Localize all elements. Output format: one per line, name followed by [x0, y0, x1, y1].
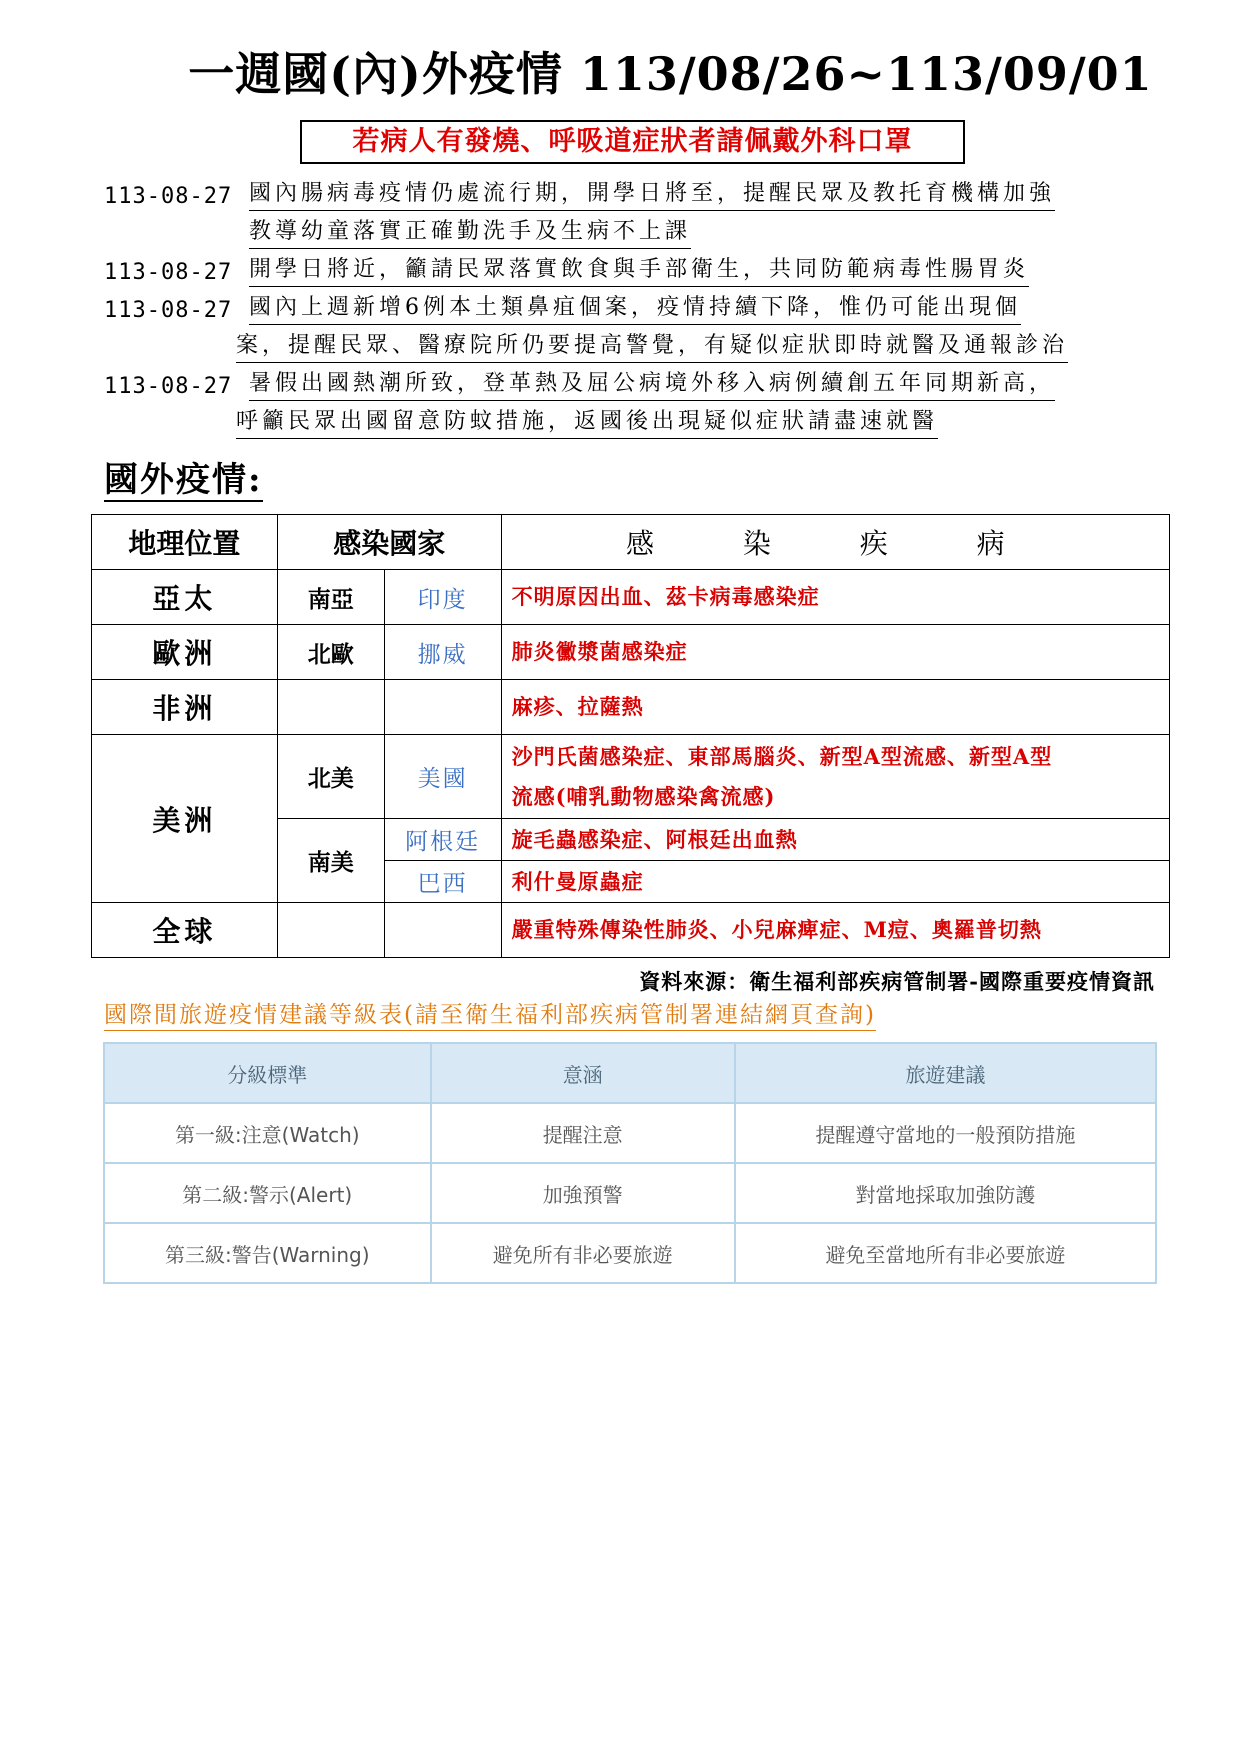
- news-date: 113-08-27: [104, 260, 233, 285]
- country-cell: 印度: [384, 570, 501, 625]
- subregion-cell: 北歐: [277, 625, 384, 680]
- region-cell: 非洲: [92, 680, 278, 735]
- table-row: [92, 903, 1170, 958]
- empty-cell: [277, 903, 384, 958]
- disease-cell: 嚴重特殊傳染性肺炎、小兒麻痺症、M痘、奧羅普切熱: [501, 903, 1169, 958]
- news-item: [104, 292, 1164, 372]
- country-cell: 美國: [384, 735, 501, 819]
- news-date: 113-08-27: [104, 298, 233, 323]
- mask-warning-banner: 若病人有發燒、呼吸道症狀者請佩戴外科口罩: [300, 120, 965, 164]
- region-cell: 歐洲: [92, 625, 278, 680]
- subregion-cell: 南美: [277, 819, 384, 903]
- data-source-note: 資料來源：衛生福利部疾病管制署-國際重要疫情資訊: [639, 969, 1155, 994]
- travel-row: [104, 1223, 1156, 1283]
- disease-cell: 不明原因出血、茲卡病毒感染症: [501, 570, 1169, 625]
- disease-cell: 肺炎黴漿菌感染症: [501, 625, 1169, 680]
- news-item: [104, 368, 1164, 448]
- news-text: 呼籲民眾出國留意防蚊措施，返國後出現疑似症狀請盡速就醫: [236, 406, 938, 439]
- disease-cell: [501, 735, 1169, 819]
- header-location: 地理位置: [92, 515, 278, 570]
- news-text: 案，提醒民眾、醫療院所仍要提高警覺，有疑似症狀即時就醫及通報診治: [236, 330, 1068, 363]
- country-cell: 挪威: [384, 625, 501, 680]
- news-text: 暑假出國熱潮所致，登革熱及屈公病境外移入病例續創五年同期新高，: [249, 368, 1055, 401]
- empty-cell: [384, 903, 501, 958]
- travel-row: [104, 1103, 1156, 1163]
- header-meaning: 意涵: [431, 1043, 735, 1103]
- header-advice: 旅遊建議: [735, 1043, 1156, 1103]
- travel-advisory-table: [103, 1042, 1157, 1284]
- table-row: [92, 680, 1170, 735]
- subregion-cell: 北美: [277, 735, 384, 819]
- news-text: 國內腸病毒疫情仍處流行期，開學日將至，提醒民眾及教托育機構加強: [249, 178, 1055, 211]
- page-title: 一週國(內)外疫情 113/08/26~113/09/01: [188, 47, 1153, 101]
- empty-cell: [277, 680, 384, 735]
- header-country: 感染國家: [277, 515, 501, 570]
- region-cell: 亞太: [92, 570, 278, 625]
- foreign-epidemic-heading: 國外疫情:: [104, 460, 263, 500]
- advice-cell: 提醒遵守當地的一般預防措施: [735, 1103, 1156, 1163]
- travel-advisory-link[interactable]: 國際間旅遊疫情建議等級表(請至衛生福利部疾病管制署連結網頁查詢): [104, 1000, 876, 1031]
- disease-line: 流感(哺乳動物感染禽流感): [511, 783, 776, 809]
- travel-header-row: [104, 1043, 1156, 1103]
- advice-cell: 避免至當地所有非必要旅遊: [735, 1223, 1156, 1283]
- news-item: [104, 178, 1164, 258]
- news-item: [104, 254, 1164, 294]
- country-cell: 阿根廷: [384, 819, 501, 861]
- subregion-cell: 南亞: [277, 570, 384, 625]
- table-row: [92, 625, 1170, 680]
- disease-table: [91, 514, 1170, 958]
- level-cell: 第一級:注意(Watch): [104, 1103, 431, 1163]
- region-cell: 美洲: [92, 735, 278, 903]
- table-row: [92, 735, 1170, 819]
- travel-row: [104, 1163, 1156, 1223]
- header-level: 分級標準: [104, 1043, 431, 1103]
- news-date: 113-08-27: [104, 184, 233, 209]
- news-text: 教導幼童落實正確勤洗手及生病不上課: [249, 216, 691, 249]
- disease-line: 沙門氏菌感染症、東部馬腦炎、新型A型流感、新型A型: [511, 743, 1053, 769]
- advice-cell: 對當地採取加強防護: [735, 1163, 1156, 1223]
- header-disease: 感 染 疾 病: [501, 515, 1169, 570]
- news-text: 國內上週新增6例本土類鼻疽個案，疫情持續下降，惟仍可能出現個: [249, 292, 1021, 325]
- news-date: 113-08-27: [104, 374, 233, 399]
- table-header-row: [92, 515, 1170, 570]
- news-text: 開學日將近，籲請民眾落實飲食與手部衛生，共同防範病毒性腸胃炎: [249, 254, 1029, 287]
- empty-cell: [384, 680, 501, 735]
- country-cell: 巴西: [384, 861, 501, 903]
- disease-cell: 利什曼原蟲症: [501, 861, 1169, 903]
- meaning-cell: 提醒注意: [431, 1103, 735, 1163]
- disease-cell: 麻疹、拉薩熱: [501, 680, 1169, 735]
- disease-cell: 旋毛蟲感染症、阿根廷出血熱: [501, 819, 1169, 861]
- region-cell: 全球: [92, 903, 278, 958]
- meaning-cell: 加強預警: [431, 1163, 735, 1223]
- table-row: [92, 570, 1170, 625]
- level-cell: 第三級:警告(Warning): [104, 1223, 431, 1283]
- level-cell: 第二級:警示(Alert): [104, 1163, 431, 1223]
- meaning-cell: 避免所有非必要旅遊: [431, 1223, 735, 1283]
